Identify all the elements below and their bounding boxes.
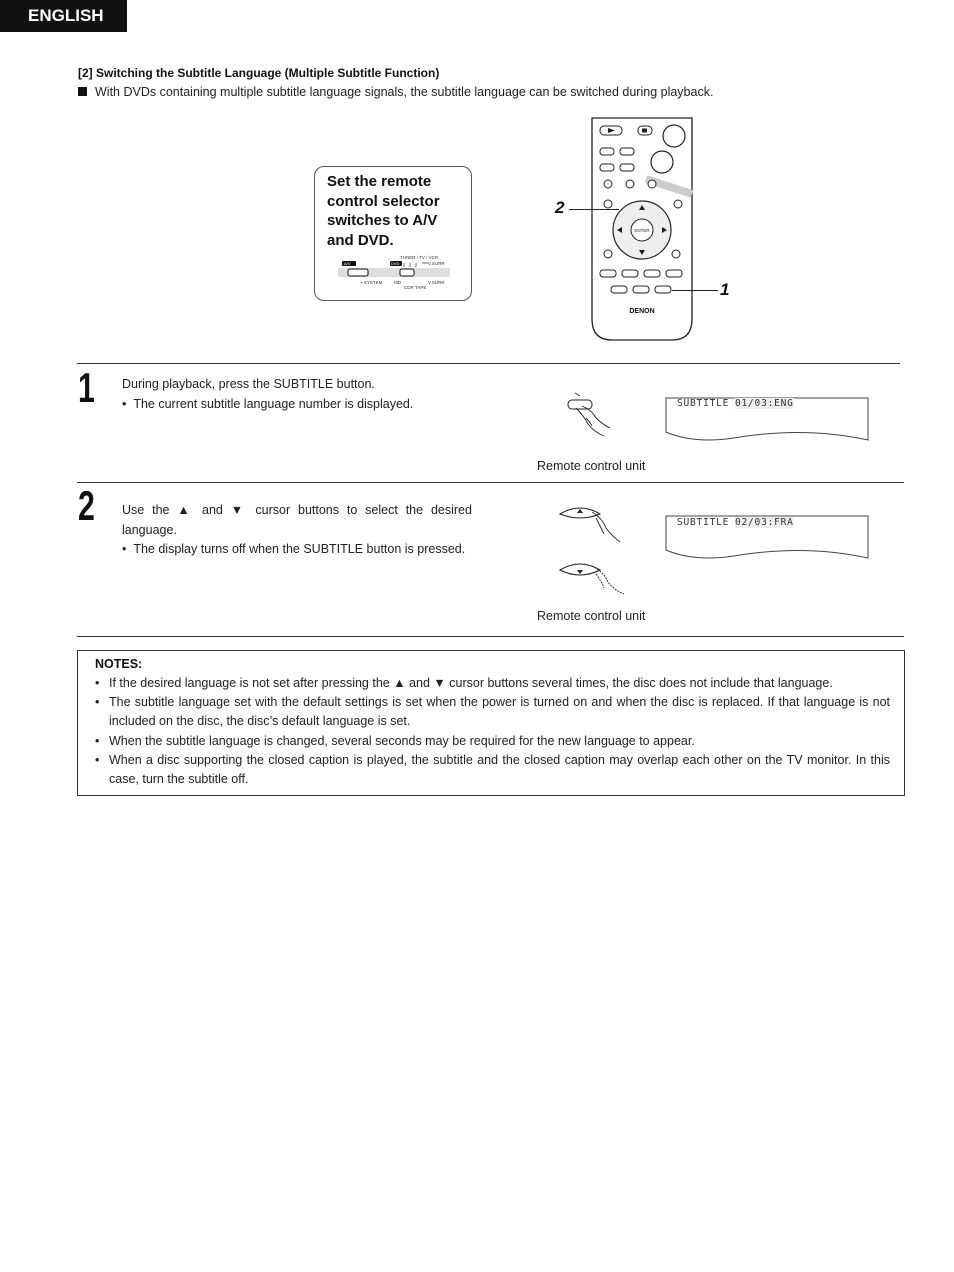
- step-1-body: [122, 375, 482, 414]
- intro-text: With DVDs containing multiple subtitle language signals, the subtitle language can be switched during playback.: [95, 85, 714, 99]
- switch-label-md: MD: [394, 280, 401, 285]
- switch-label-cdr-tape: CDR TAPE: [404, 285, 427, 290]
- down-arrow-icon: ▼: [230, 503, 248, 517]
- step-2-body: [122, 501, 472, 560]
- section-heading: [2] Switching the Subtitle Language (Multiple Subtitle Function): [78, 66, 440, 80]
- step-1-number: 1: [78, 364, 95, 411]
- step-1-text: During playback, press the SUBTITLE button.: [122, 377, 375, 391]
- selector-instruction-text: Set the remote control selector switches to A/V and DVD.: [327, 173, 440, 249]
- step-1-osd-value: 01/03:ENG: [735, 398, 794, 409]
- switch-label-dvd: DVD: [391, 261, 400, 266]
- step-1-osd-label: SUBTITLE: [677, 398, 730, 409]
- note-item: • When a disc supporting the closed caption is played, the subtitle and the closed caption may overlap each other on the TV monitor. In this case, turn the subtitle off.: [95, 751, 890, 789]
- switch-label-vsurr-top: V.SURR: [428, 261, 445, 266]
- callout-1: 1: [720, 280, 730, 299]
- note-item: • The subtitle language set with the default settings is set when the power is turned on and when the disc is replaced. If that language is not included on the disc, the disc’s default language is set.: [95, 693, 890, 731]
- notes-list: [95, 674, 890, 789]
- hands-pressing-cursor-illustration: [556, 500, 636, 596]
- step-2-text: Use the ▲ and ▼ cursor buttons to select the desired language.: [122, 503, 472, 537]
- switch-label-system: • SYSTEM: [361, 280, 383, 285]
- step-1-bullet: • The current subtitle language number is displayed.: [122, 396, 414, 411]
- hand-pressing-subtitle-illustration: [562, 388, 616, 440]
- divider-rule: [77, 482, 904, 483]
- remote-enter-label: ENTER: [634, 228, 650, 233]
- remote-control-illustration: [586, 114, 698, 344]
- notes-title: NOTES:: [95, 657, 143, 671]
- step-1-caption: Remote control unit: [537, 459, 646, 473]
- selector-switch-diagram: [334, 252, 454, 294]
- step-2-osd-label: SUBTITLE: [677, 517, 730, 528]
- step-2-osd-value: 02/03:FRA: [735, 517, 794, 528]
- note-item: • If the desired language is not set after pressing the ▲ and ▼ cursor buttons several times, the disc does not include that language.: [95, 674, 890, 693]
- step-2-number: 2: [78, 482, 95, 529]
- divider-rule: [77, 363, 900, 364]
- square-bullet-icon: [78, 87, 87, 96]
- callout-1-line: [672, 290, 718, 291]
- step-2-caption: Remote control unit: [537, 609, 646, 623]
- down-arrow-icon: ▼: [433, 676, 446, 690]
- language-tab: ENGLISH: [0, 0, 127, 32]
- switch-label-vsurr-bottom: V.SURR: [428, 280, 445, 285]
- intro-paragraph: [78, 85, 713, 99]
- up-arrow-icon: ▲: [177, 503, 195, 517]
- callout-2-line: [569, 209, 619, 210]
- note-item: • When the subtitle language is changed, several seconds may be required for the new language to appear.: [95, 732, 890, 751]
- remote-brand-logo: DENON: [629, 308, 655, 315]
- switch-label-av: A/V: [344, 261, 351, 266]
- divider-rule: [77, 636, 904, 637]
- switch-label-tuner: TUNER / TV / VCR: [400, 255, 439, 260]
- callout-2: 2: [555, 198, 565, 217]
- step-2-bullet: • The display turns off when the SUBTITLE button is pressed.: [122, 542, 466, 556]
- up-arrow-icon: ▲: [393, 676, 406, 690]
